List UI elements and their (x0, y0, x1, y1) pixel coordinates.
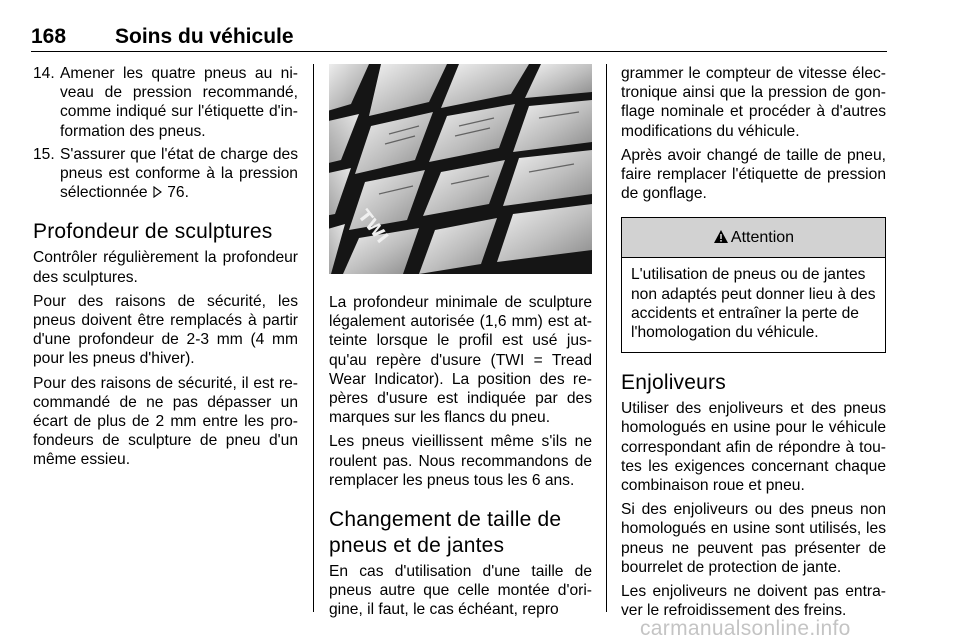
list-item-text: Amener les quatre pneus au niveau de pression recommandé, comme indiqué sur l'étiquette d'information des pneus. (60, 65, 298, 140)
paragraph: Après avoir changé de taille de pneu, faire remplacer l'étiquette de pression de gonflage. (621, 146, 886, 203)
paragraph: grammer le compteur de vitesse électronique ainsi que la pression de gonflage nominale et procéder à d'autres modifications du véhicule. (621, 65, 886, 140)
list-item-number: 14. (33, 65, 55, 82)
paragraph: En cas d'utilisation d'une taille de pneus autre que celle montée d'origine, il faut, le cas échéant, repro (329, 563, 592, 619)
list-item (33, 64, 298, 141)
warning-text: L'utilisation de pneus ou de jantes non adaptés peut donner lieu à des accidents et entraîner la perte de l'homologation du véhicule. (631, 266, 876, 342)
list-item-text-end: . (184, 184, 189, 202)
paragraph: Pour des raisons de sécurité, les pneus doivent être remplacés à partir d'une profondeur de 2-3 mm (4 mm pour les pneus d'hiver). (33, 292, 298, 368)
paragraph: Pour des raisons de sécurité, il est recommandé de ne pas dépasser un écart de plus de 2 mm entre les profondeurs de sculpture de pneu d'un même essieu. (33, 374, 298, 469)
warning-title: Attention (730, 229, 795, 247)
page-title: Soins du véhicule (115, 25, 294, 48)
page-number: 168 (31, 25, 67, 48)
section-heading: Enjoliveurs (621, 371, 726, 395)
column-right (621, 64, 886, 625)
tire-tread-image (329, 64, 592, 274)
paragraph: Utiliser des enjoliveurs et des pneus homologués en usine pour le véhicule correspondant afin de répondre à toutes les exigences concernant chaque combinaison roue et pneu. (621, 400, 886, 495)
list-item-text: S'assurer que l'état de charge des pneus est conforme à la pression sélectionnée (60, 145, 298, 202)
column-middle (329, 64, 592, 625)
watermark: carmanualsonline.info (640, 617, 851, 640)
paragraph: Les pneus vieillissent même s'ils ne roulent pas. Nous recommandons de remplacer les pneus tous les 6 ans. (329, 433, 592, 489)
warning-header (622, 218, 885, 258)
paragraph: Contrôler régulièrement la profondeur des sculptures. (33, 249, 298, 286)
section-heading: Profondeur de sculptures (33, 220, 273, 244)
column-left (33, 64, 298, 475)
paragraph: Si des enjoliveurs ou des pneus non homologués en usine sont utilisés, les pneus ne peuvent pas présenter de bourrelet de protection de jante. (621, 501, 886, 576)
list-item (33, 145, 298, 203)
list-item-number: 15. (33, 145, 55, 163)
section-heading: Changement de taille de pneus et de jantes (329, 508, 562, 558)
column-divider (313, 64, 314, 612)
page-ref-arrow-icon (152, 184, 163, 201)
paragraph: La profondeur minimale de sculpture légalement autorisée (1,6 mm) est atteinte lorsque le profil est usé jusqu'au repère d'usure (TWI = Tread Wear Indicator). La position des repères d'usure est indiquée par des marques sur les flancs du pneu. (329, 294, 592, 427)
page-reference-link[interactable]: 76 (167, 184, 185, 202)
warning-triangle-icon (713, 228, 729, 247)
twi-label: TWI (353, 206, 392, 248)
warning-box (621, 217, 886, 353)
page-header (31, 6, 887, 52)
column-divider (606, 64, 607, 612)
paragraph: Les enjoliveurs ne doivent pas entraver le refroidissement des freins. (621, 583, 886, 620)
